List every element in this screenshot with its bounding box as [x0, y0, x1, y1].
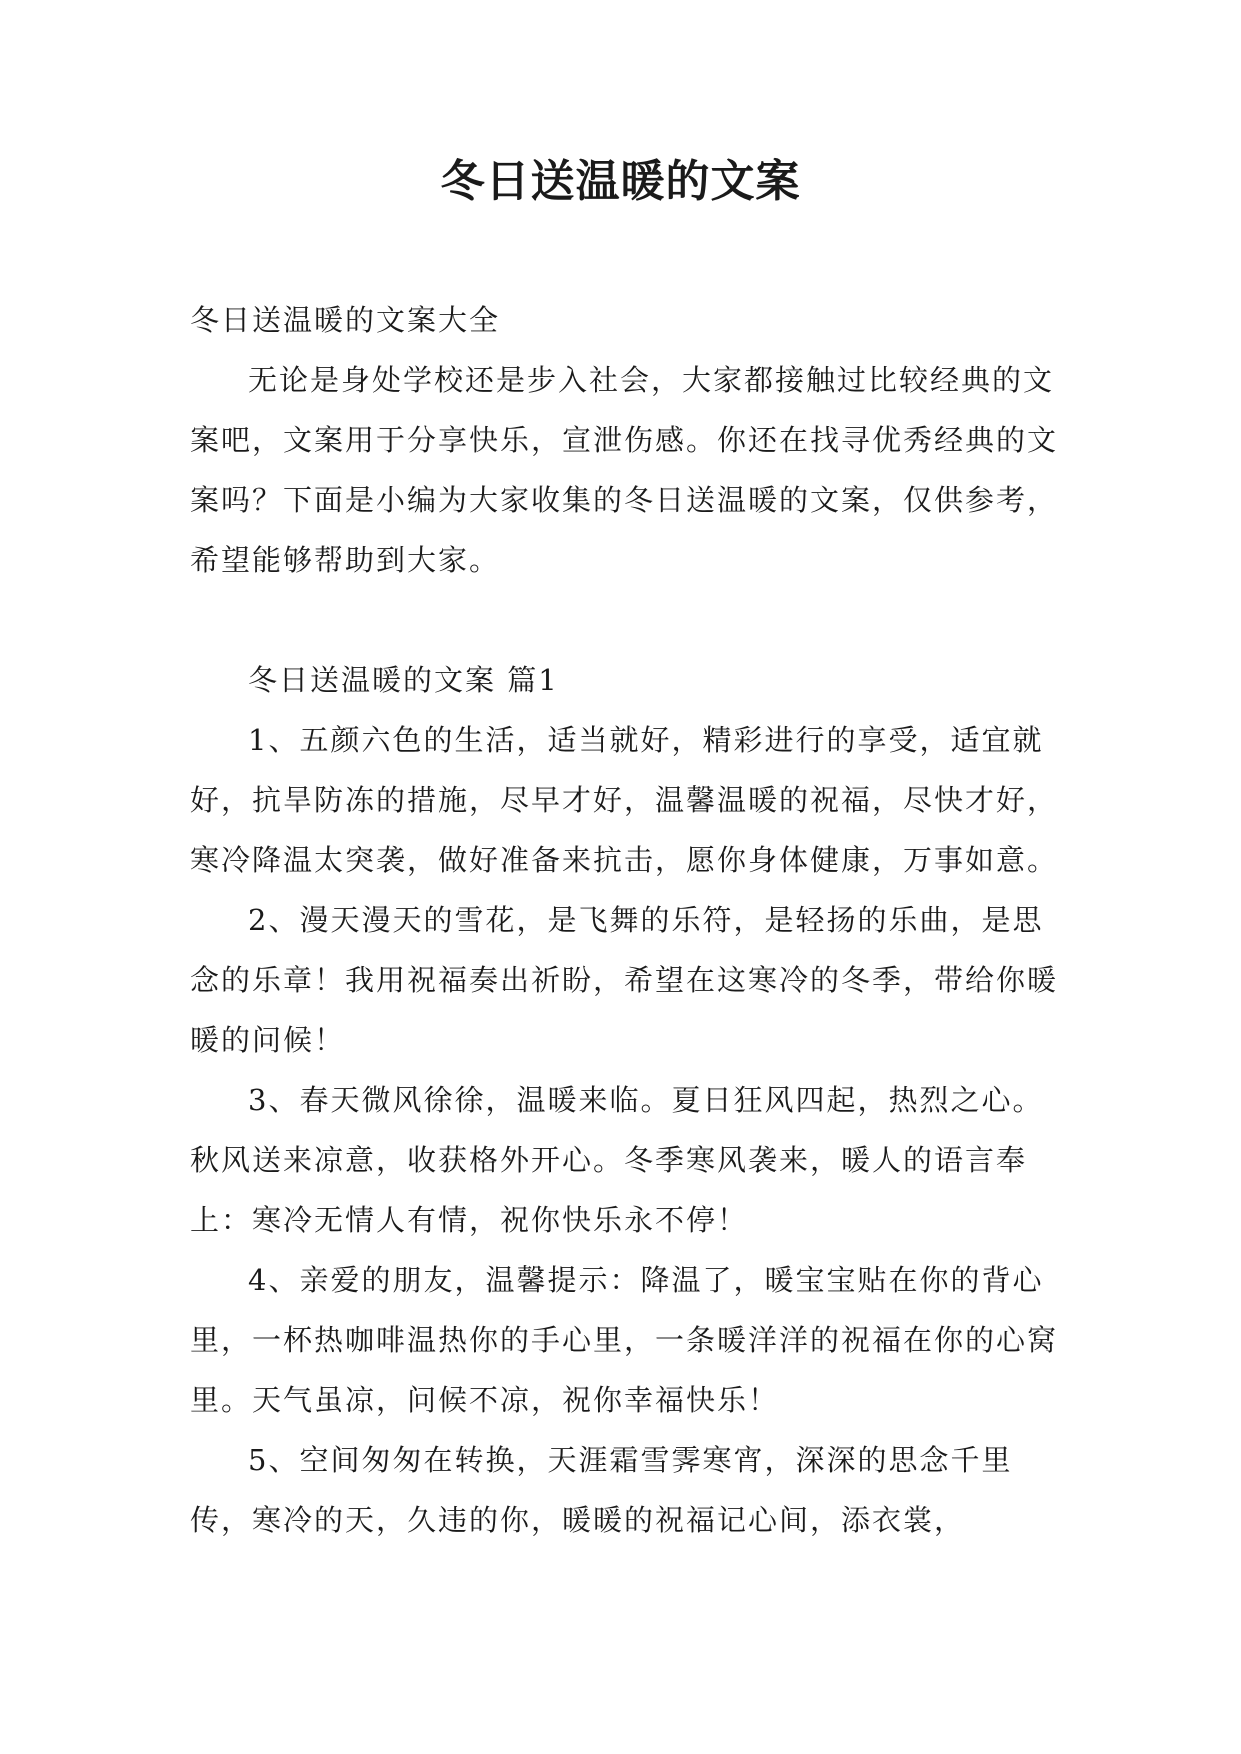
section-heading: 冬日送温暖的文案 篇1 [248, 663, 559, 697]
document-subtitle: 冬日送温暖的文案大全 [190, 303, 501, 337]
intro-paragraph: 无论是身处学校还是步入社会，大家都接触过比较经典的文案吧，文案用于分享快乐，宣泄伤感。你还在找寻优秀经典的文案吗？下面是小编为大家收集的冬日送温暖的文案，仅供参考，希望能够帮助到大家。 [190, 363, 1059, 577]
list-item: 5、空间匆匆在转换，天涯霜雪霁寒宵，深深的思念千里传，寒冷的天，久违的你，暖暖的祝福记心间，添衣裳， [190, 1443, 1013, 1537]
list-item: 2、漫天漫天的雪花，是飞舞的乐符，是轻扬的乐曲，是思念的乐章！我用祝福奏出祈盼，希望在这寒冷的冬季，带给你暖暖的问候！ [190, 903, 1059, 1057]
section-spacer [190, 590, 1060, 650]
list-item: 3、春天微风徐徐，温暖来临。夏日狂风四起，热烈之心。秋风送来凉意，收获格外开心。冬季寒风袭来，暖人的语言奉上：寒冷无情人有情，祝你快乐永不停！ [190, 1083, 1044, 1237]
document-body [190, 290, 1060, 1550]
list-item: 1、五颜六色的生活，适当就好，精彩进行的享受，适宜就好，抗旱防冻的措施，尽早才好，温馨温暖的祝福，尽快才好，寒冷降温太突袭，做好准备来抗击，愿你身体健康，万事如意。 [190, 723, 1059, 877]
list-item: 4、亲爱的朋友，温馨提示：降温了，暖宝宝贴在你的背心里，一杯热咖啡温热你的手心里，一条暖洋洋的祝福在你的心窝里。天气虽凉，问候不凉，祝你幸福快乐！ [190, 1263, 1059, 1417]
document-title: 冬日送温暖的文案 [440, 156, 801, 207]
